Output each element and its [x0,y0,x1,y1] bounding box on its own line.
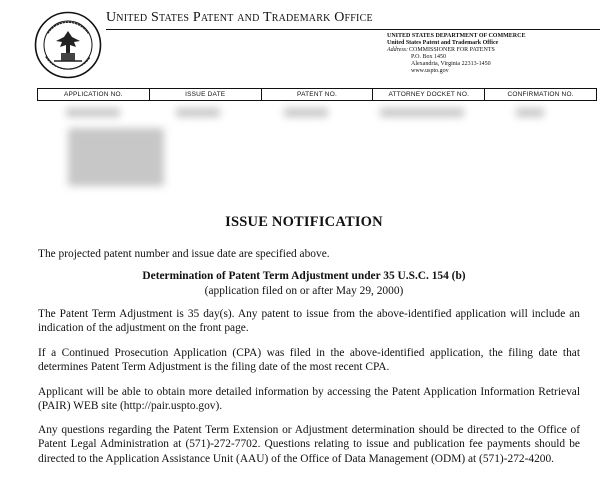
department-name: UNITED STATES DEPARTMENT OF COMMERCE [387,33,526,39]
header-confirmation-no: CONFIRMATION NO. [507,91,574,98]
notice-title: ISSUE NOTIFICATION [225,214,383,230]
letterhead-rule [106,29,600,30]
header-issue-date: ISSUE DATE [150,89,262,100]
cpa-paragraph: If a Continued Prosecution Application (CPA) was filed in the above-identified application, the filing date that determines Patent Term Adjustment is the filing date of the most recent CPA. [38,347,580,374]
pair-paragraph: Applicant will be able to obtain more detailed information by accessing the Patent Application Information Retrieval (PAIR) WEB site (http://pair.uspto.gov). [38,386,580,413]
questions-paragraph: Any questions regarding the Patent Term Extension or Adjustment determination should be directed to the Office of Patent Legal Administration at (571)-272-7702. Questions relating to issue and publication fee payments should be directed to the Application Assistance Unit (AAU) of the Office of Data Management (ODM) at (571)-272-4200. [38,424,580,465]
website-line: www.uspto.gov [411,68,449,74]
uspto-seal-icon [34,11,102,79]
redacted-correspondence-address [68,128,164,186]
redacted-docket-no [380,108,464,117]
redacted-confirmation-no [516,108,544,117]
header-attorney-docket-no: ATTORNEY DOCKET NO. [373,89,485,100]
section-title: Determination of Patent Term Adjustment under 35 U.S.C. 154 (b) [142,270,466,282]
redacted-patent-no [284,108,328,117]
intro-paragraph: The projected patent number and issue date are specified above. [38,248,330,260]
header-application-no: APPLICATION NO. [38,89,150,100]
office-title: United States Patent and Trademark Office [106,10,373,25]
redacted-application-no [66,108,120,117]
address-line: COMMISSIONER FOR PATENTS [409,47,495,53]
redacted-issue-date [176,108,220,117]
section-subtitle: (application filed on or after May 29, 2000) [204,285,404,297]
office-name: United States Patent and Trademark Office [387,40,499,46]
adjustment-paragraph: The Patent Term Adjustment is 35 day(s). Any patent to issue from the above-identified application will include an indication of the adjustment on the front page. [38,308,580,335]
address-block [387,33,525,75]
bibliographic-header-table [37,88,597,101]
address-row [387,47,525,54]
address-label: Address: [387,47,409,53]
address-line: Alexandria, Virginia 22313-1450 [411,61,491,67]
header-patent-no: PATENT NO. [262,89,374,100]
address-line: P.O. Box 1450 [411,54,447,60]
